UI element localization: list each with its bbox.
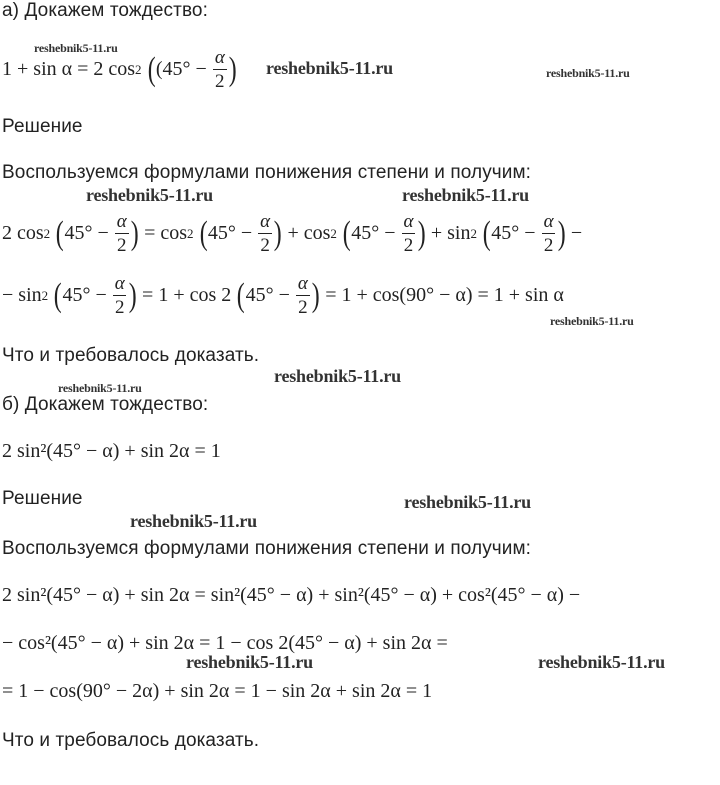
part-b-identity: 2 sin²(45° − α) + sin 2α = 1 [2,440,221,462]
part-a-identity: 1 + sin α = 2 cos 2 ( (45° − $\frac{\alpha}{2}$ ) [2,47,237,92]
watermark: reshebnik5-11.ru [538,652,665,672]
part-a-derivation-line2: − sin 2 ( 45° − $\frac{\alpha}{2}$ ) = 1 + cos 2 ( 45° − $\frac{\alpha}{2}$ ) = 1 + cos(90° − α) = 1 + sin α [2,273,564,318]
watermark: reshebnik5-11.ru [86,185,213,205]
part-a-derivation-line1: 2 cos 2 ( 45° − $\frac{\alpha}{2}$ ) = cos 2 ( 45° − $\frac{\alpha}{2}$ ) + cos 2 ( 45° − $\frac{\alpha}{2}$ ) + sin 2 ( 45° − $\frac{\alpha}{2}$ ) − [2,211,583,256]
part-a-heading: а) Докажем тождество: [2,0,208,21]
watermark: reshebnik5-11.ru [58,381,142,395]
part-b-derivation-line2: − cos²(45° − α) + sin 2α = 1 − cos 2(45° − α) + sin 2α = [2,632,448,654]
watermark: reshebnik5-11.ru [402,185,529,205]
part-a-conclusion: Что и требовалось доказать. [2,345,260,366]
watermark: reshebnik5-11.ru [130,511,257,531]
part-b-heading: б) Докажем тождество: [2,394,209,415]
watermark: reshebnik5-11.ru [404,492,531,512]
part-b-method: Воспользуемся формулами понижения степени и получим: [2,538,532,559]
watermark: reshebnik5-11.ru [546,66,630,80]
watermark: reshebnik5-11.ru [274,366,401,386]
part-a-solution-label: Решение [2,116,83,137]
watermark: reshebnik5-11.ru [34,41,118,55]
part-b-derivation-line1: 2 sin²(45° − α) + sin 2α = sin²(45° − α) + sin²(45° − α) + cos²(45° − α) − [2,584,581,606]
watermark: reshebnik5-11.ru [550,314,634,328]
part-b-solution-label: Решение [2,488,83,509]
part-b-conclusion: Что и требовалось доказать. [2,730,260,751]
part-b-derivation-line3: = 1 − cos(90° − 2α) + sin 2α = 1 − sin 2α + sin 2α = 1 [2,680,433,702]
part-a-method: Воспользуемся формулами понижения степени и получим: [2,162,532,183]
watermark: reshebnik5-11.ru [186,652,313,672]
watermark: reshebnik5-11.ru [266,58,393,78]
